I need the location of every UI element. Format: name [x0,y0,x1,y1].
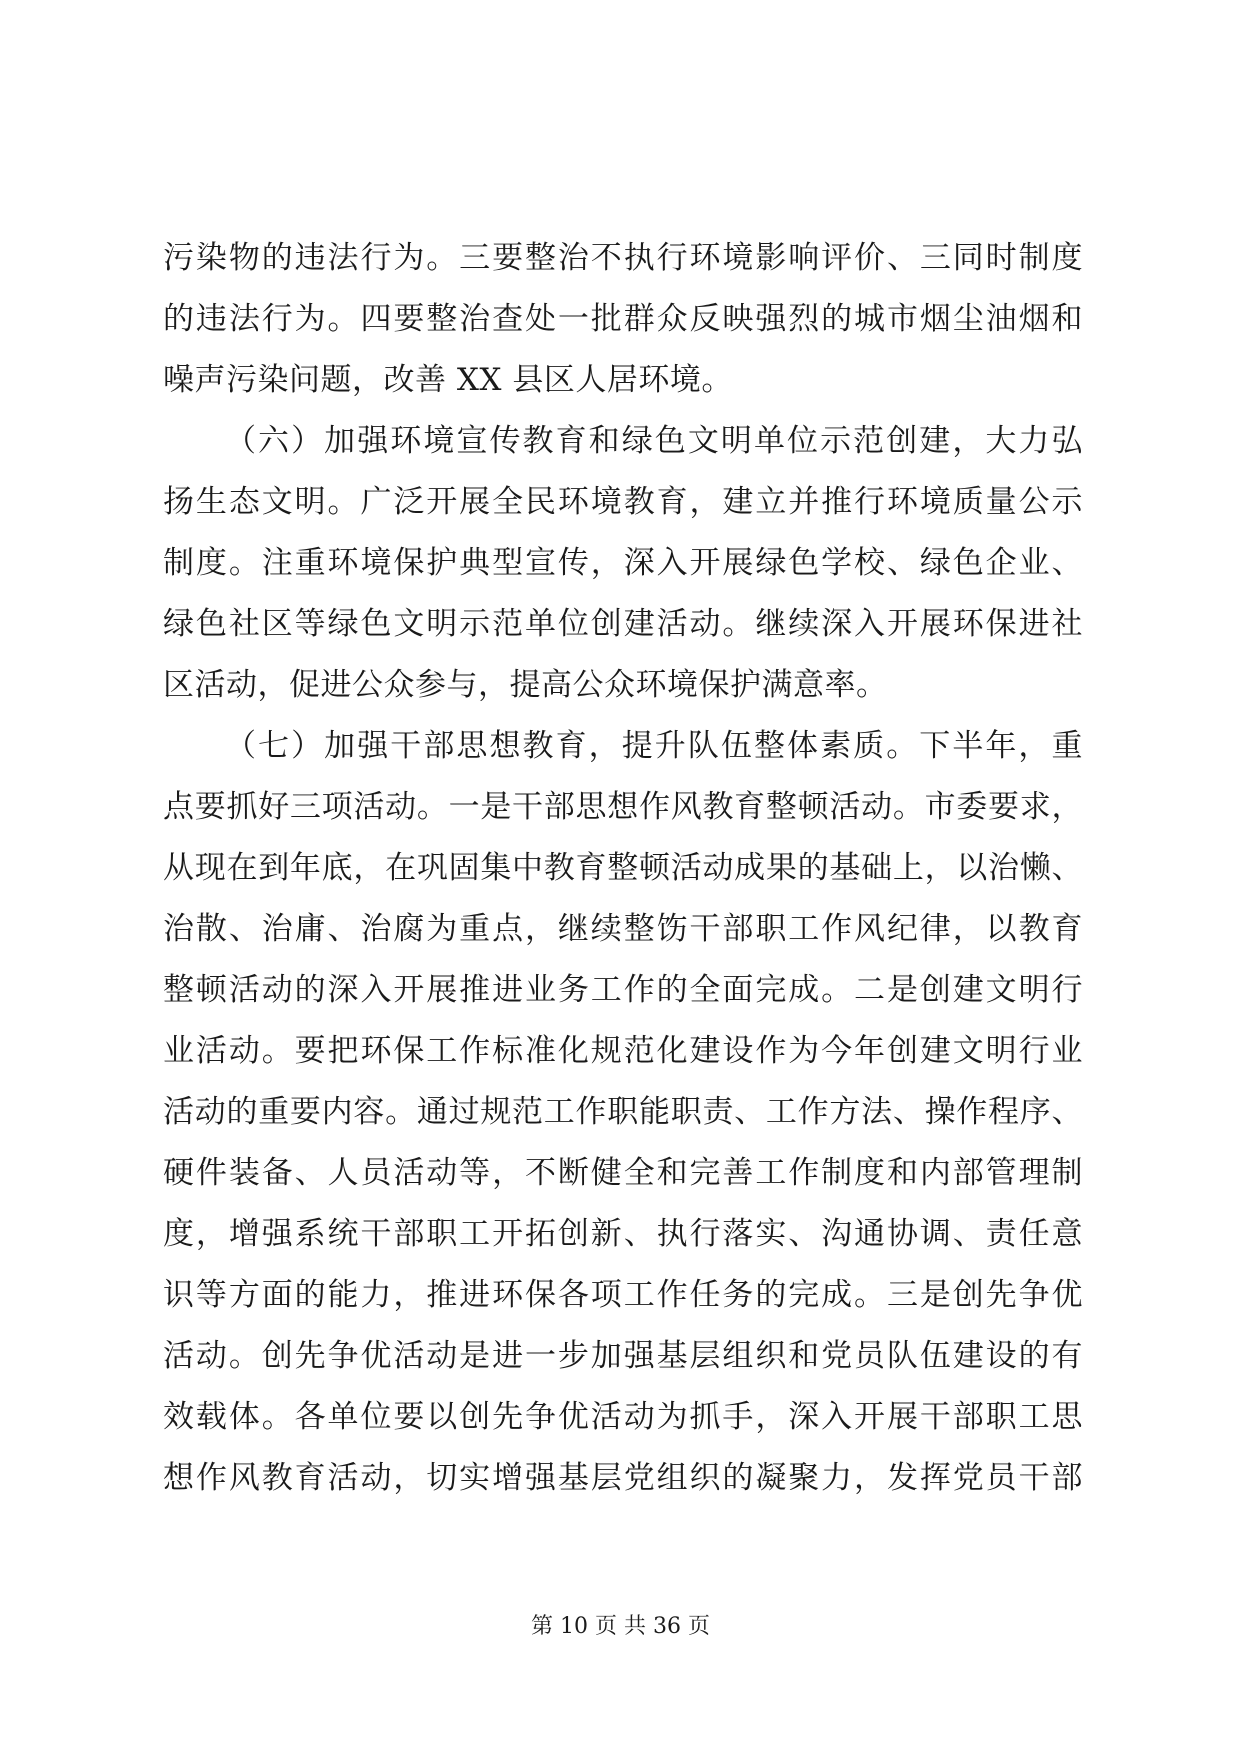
section-heading-line: （六）加强环境宣传教育和绿色文明单位示范创建，大力弘 [225,423,1083,459]
body-text-line: 治散、治庸、治腐为重点，继续整饬干部职工作风纪律，以教育 [163,911,1083,947]
body-text-line: 想作风教育活动，切实增强基层党组织的凝聚力，发挥党员干部 [163,1460,1083,1496]
body-text-line: 业活动。要把环保工作标准化规范化建设作为今年创建文明行业 [163,1033,1083,1069]
body-text-line: 的违法行为。四要整治查处一批群众反映强烈的城市烟尘油烟和 [163,301,1083,337]
body-text-line: 效载体。各单位要以创先争优活动为抓手，深入开展干部职工思 [163,1399,1083,1435]
body-text-line: 制度。注重环境保护典型宣传，深入开展绿色学校、绿色企业、 [163,545,1083,581]
page-number-footer: 第 10 页 共 36 页 [531,1614,710,1639]
section-heading-line: （七）加强干部思想教育，提升队伍整体素质。下半年，重 [225,728,1083,764]
body-text-line: 活动的重要内容。通过规范工作职能职责、工作方法、操作程序、 [163,1094,1083,1130]
body-text-line: 点要抓好三项活动。一是干部思想作风教育整顿活动。市委要求， [163,789,1083,825]
body-text-line: 硬件装备、人员活动等，不断健全和完善工作制度和内部管理制 [163,1155,1083,1191]
body-text-line: 绿色社区等绿色文明示范单位创建活动。继续深入开展环保进社 [163,606,1083,642]
body-text-line: 度，增强系统干部职工开拓创新、执行落实、沟通协调、责任意 [163,1216,1083,1252]
body-text-line: 噪声污染问题，改善 XX 县区人居环境。 [163,362,733,398]
body-text-line: 识等方面的能力，推进环保各项工作任务的完成。三是创先争优 [163,1277,1083,1313]
body-text-line: 从现在到年底，在巩固集中教育整顿活动成果的基础上，以治懒、 [163,850,1083,886]
body-text-line: 区活动，促进公众参与，提高公众环境保护满意率。 [163,667,888,703]
body-text-line: 污染物的违法行为。三要整治不执行环境影响评价、三同时制度 [163,240,1083,276]
body-text-line: 活动。创先争优活动是进一步加强基层组织和党员队伍建设的有 [163,1338,1083,1374]
body-text-line: 扬生态文明。广泛开展全民环境教育，建立并推行环境质量公示 [163,484,1083,520]
body-text-line: 整顿活动的深入开展推进业务工作的全面完成。二是创建文明行 [163,972,1083,1008]
